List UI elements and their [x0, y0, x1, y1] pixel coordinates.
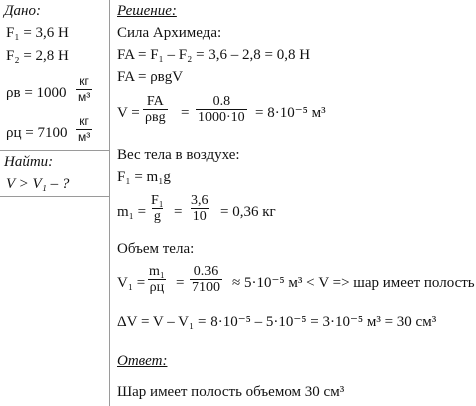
- m1-equals: =: [174, 204, 183, 220]
- fraction-denominator: 1000·10: [198, 110, 245, 125]
- fraction-denominator: g: [153, 209, 161, 224]
- v1-lhs: V₁ =: [117, 275, 146, 291]
- v-lhs: V =: [117, 105, 140, 121]
- unit-denominator: м³: [78, 90, 91, 104]
- given-f1: F₁ = 3,6 Н: [6, 25, 69, 41]
- unit-numerator: кг: [79, 114, 89, 128]
- v-fraction-numeric: [196, 94, 247, 125]
- v1-result: ≈ 5·10⁻⁵ м³ < V => шар имеет полость: [232, 275, 475, 291]
- fraction-numerator: m₁: [149, 264, 165, 279]
- find-question: V > V₁ – ?: [6, 176, 70, 192]
- fraction-numerator: 0.8: [212, 94, 231, 109]
- v1-fraction-symbolic: [147, 264, 167, 295]
- given-rho-water-unit: [76, 74, 92, 105]
- fraction-denominator: 10: [192, 209, 207, 224]
- answer-text: Шар имеет полость объемом 30 см³: [117, 384, 345, 400]
- volume-heading: Объем тела:: [117, 241, 195, 257]
- fraction-denominator: ρвg: [145, 110, 166, 125]
- fraction-denominator: 7100: [192, 280, 220, 295]
- answer-title: Ответ:: [117, 353, 168, 369]
- archimedes-heading: Сила Архимеда:: [117, 25, 222, 41]
- find-title: Найти:: [4, 154, 54, 170]
- given-rho-zinc-unit: [76, 114, 92, 145]
- m1-lhs: m₁ =: [117, 204, 147, 220]
- weight-heading: Вес тела в воздухе:: [117, 147, 240, 163]
- fraction-numerator: 0.36: [193, 264, 219, 279]
- given-find-divider: [0, 150, 109, 151]
- solution-title: Решение:: [117, 3, 177, 19]
- fa-formula: FA = ρвgV: [117, 69, 184, 85]
- m1-result: = 0,36 кг: [220, 204, 276, 220]
- v1-equals: =: [176, 275, 185, 291]
- fraction-numerator: 3,6: [191, 193, 209, 208]
- v-equals: =: [181, 105, 190, 121]
- given-rho-water: ρв = 1000: [6, 85, 67, 101]
- given-f2: F₂ = 2,8 Н: [6, 48, 69, 64]
- fraction-denominator: ρц: [149, 280, 165, 295]
- v-fraction-symbolic: [143, 94, 168, 125]
- m1-fraction-numeric: [189, 193, 211, 224]
- fraction-numerator: F₁: [151, 193, 164, 208]
- v1-fraction-numeric: [190, 264, 222, 295]
- given-rho-zinc: ρц = 7100: [6, 125, 68, 141]
- column-divider: [109, 0, 110, 406]
- unit-denominator: м³: [78, 130, 91, 144]
- v-result: = 8·10⁻⁵ м³: [255, 105, 326, 121]
- find-bottom-divider: [0, 196, 109, 197]
- fraction-numerator: FA: [146, 94, 164, 109]
- unit-numerator: кг: [79, 74, 89, 88]
- f1-formula: F₁ = m₁g: [117, 169, 171, 185]
- delta-v: ΔV = V – V₁ = 8·10⁻⁵ – 5·10⁻⁵ = 3·10⁻⁵ м³ = 30 см³: [117, 314, 437, 330]
- fa-calculation: FA = F₁ – F₂ = 3,6 – 2,8 = 0,8 Н: [117, 47, 311, 63]
- m1-fraction-symbolic: [149, 193, 166, 224]
- given-title: Дано:: [4, 3, 41, 19]
